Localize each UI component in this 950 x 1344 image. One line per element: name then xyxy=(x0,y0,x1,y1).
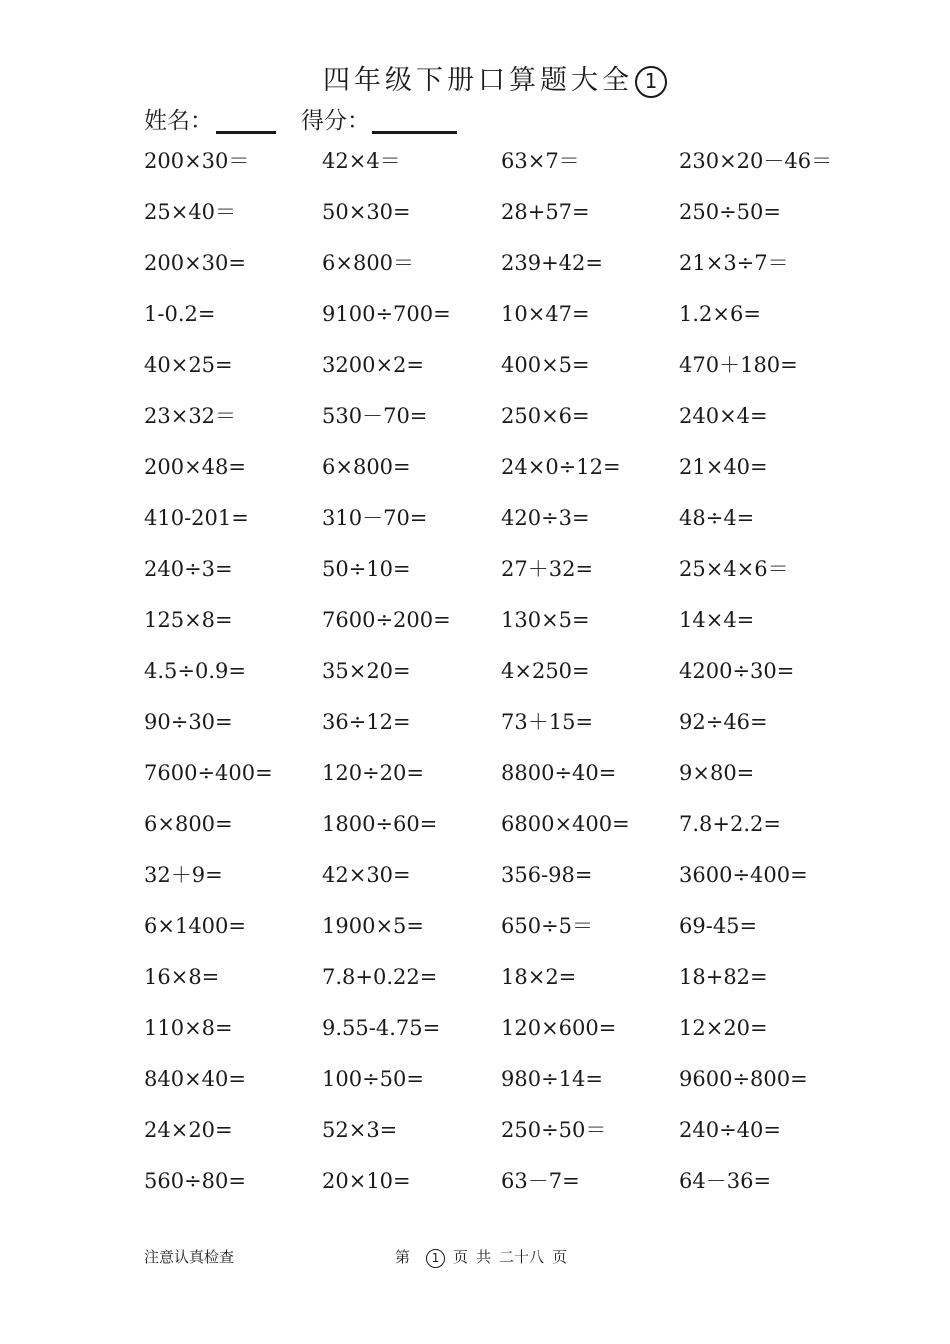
problem-item: 4×250= xyxy=(501,659,590,683)
problem-item: 69-45= xyxy=(679,914,758,938)
problem-item: 25×4×6＝ xyxy=(679,557,789,581)
problem-item: 7600÷200= xyxy=(322,608,451,632)
problem-item: 650÷5＝ xyxy=(501,914,594,938)
problem-row xyxy=(144,350,864,380)
problem-item: 21×40= xyxy=(679,455,768,479)
problem-row xyxy=(144,554,864,584)
problem-row xyxy=(144,758,864,788)
score-label: 得分： xyxy=(301,108,370,134)
problem-row xyxy=(144,860,864,890)
problem-item: 63×7＝ xyxy=(501,149,580,173)
problem-item: 3200×2= xyxy=(322,353,424,377)
problem-item: 1-0.2= xyxy=(144,302,216,326)
problem-row xyxy=(144,146,864,176)
score-blank[interactable] xyxy=(372,131,457,134)
problem-row xyxy=(144,197,864,227)
problem-item: 980÷14= xyxy=(501,1067,603,1091)
problem-item: 7600÷400= xyxy=(144,761,273,785)
problem-item: 10×47= xyxy=(501,302,590,326)
problem-item: 356-98= xyxy=(501,863,593,887)
page-prefix: 第 xyxy=(395,1248,411,1266)
problem-item: 470＋180= xyxy=(679,353,798,377)
problem-row xyxy=(144,707,864,737)
problem-item: 530－70= xyxy=(322,404,428,428)
problem-row xyxy=(144,962,864,992)
problem-item: 6×1400= xyxy=(144,914,246,938)
problem-item: 36÷12= xyxy=(322,710,411,734)
problem-item: 21×3÷7＝ xyxy=(679,251,789,275)
problem-item: 16×8= xyxy=(144,965,220,989)
problem-item: 6×800= xyxy=(144,812,233,836)
problem-item: 4200÷30= xyxy=(679,659,795,683)
problem-item: 560÷80= xyxy=(144,1169,246,1193)
problem-item: 240÷3= xyxy=(144,557,233,581)
problem-item: 840×40= xyxy=(144,1067,246,1091)
problem-item: 42×4＝ xyxy=(322,149,401,173)
problem-item: 27＋32= xyxy=(501,557,594,581)
name-blank[interactable] xyxy=(216,131,276,134)
problem-row xyxy=(144,1013,864,1043)
problem-item: 1900×5= xyxy=(322,914,424,938)
problem-item: 250×6= xyxy=(501,404,590,428)
problem-row xyxy=(144,656,864,686)
problem-item: 6800×400= xyxy=(501,812,630,836)
problem-item: 9100÷700= xyxy=(322,302,451,326)
problem-row xyxy=(144,248,864,278)
problem-item: 200×30= xyxy=(144,251,246,275)
problem-item: 3600÷400= xyxy=(679,863,808,887)
problem-item: 250÷50= xyxy=(679,200,781,224)
problem-item: 240÷40= xyxy=(679,1118,781,1142)
problem-item: 23×32＝ xyxy=(144,404,237,428)
problem-item: 63－7= xyxy=(501,1169,580,1193)
problem-item: 125×8= xyxy=(144,608,233,632)
problem-item: 250÷50＝ xyxy=(501,1118,607,1142)
problem-item: 8800÷40= xyxy=(501,761,617,785)
problem-item: 120÷20= xyxy=(322,761,424,785)
problem-item: 110×8= xyxy=(144,1016,233,1040)
page-suffix: 页 xyxy=(552,1248,568,1266)
problem-item: 24×20= xyxy=(144,1118,233,1142)
problem-item: 120×600= xyxy=(501,1016,617,1040)
problem-item: 18×2= xyxy=(501,965,577,989)
problem-item: 12×20= xyxy=(679,1016,768,1040)
problem-item: 50×30= xyxy=(322,200,411,224)
problem-row xyxy=(144,401,864,431)
problem-row xyxy=(144,911,864,941)
page-indicator xyxy=(395,1246,567,1268)
problem-item: 420÷3= xyxy=(501,506,590,530)
problem-item: 6×800= xyxy=(322,455,411,479)
problem-item: 6×800＝ xyxy=(322,251,415,275)
problem-item: 35×20= xyxy=(322,659,411,683)
problem-item: 7.8+2.2= xyxy=(679,812,781,836)
problem-item: 52×3= xyxy=(322,1118,398,1142)
total-label: 共 xyxy=(476,1248,492,1266)
problem-item: 9×80= xyxy=(679,761,755,785)
problem-item: 20×10= xyxy=(322,1169,411,1193)
problem-row xyxy=(144,299,864,329)
sheet-number-badge: 1 xyxy=(635,66,667,98)
problem-item: 310－70= xyxy=(322,506,428,530)
problem-row xyxy=(144,605,864,635)
total-pages: 二十八 xyxy=(499,1248,545,1266)
problem-row xyxy=(144,809,864,839)
problem-item: 240×4= xyxy=(679,404,768,428)
problem-item: 48÷4= xyxy=(679,506,755,530)
name-label: 姓名： xyxy=(144,108,213,134)
page-mid: 页 xyxy=(453,1248,469,1266)
problem-item: 200×30＝ xyxy=(144,149,250,173)
problem-item: 1.2×6= xyxy=(679,302,761,326)
problem-item: 92÷46= xyxy=(679,710,768,734)
problem-item: 4.5÷0.9= xyxy=(144,659,246,683)
problem-item: 28+57= xyxy=(501,200,590,224)
problem-item: 239+42= xyxy=(501,251,603,275)
problem-item: 90÷30= xyxy=(144,710,233,734)
problem-item: 410-201= xyxy=(144,506,249,530)
problem-item: 200×48= xyxy=(144,455,246,479)
problem-item: 40×25= xyxy=(144,353,233,377)
page-number: 1 xyxy=(426,1249,445,1268)
problem-item: 32＋9= xyxy=(144,863,223,887)
problem-item: 7.8+0.22= xyxy=(322,965,438,989)
title-text: 四年级下册口算题大全 xyxy=(323,65,633,96)
problem-item: 9.55-4.75= xyxy=(322,1016,441,1040)
problem-item: 400×5= xyxy=(501,353,590,377)
problem-row xyxy=(144,1064,864,1094)
problem-item: 230×20－46＝ xyxy=(679,149,833,173)
page-title xyxy=(0,58,950,98)
problem-item: 24×0÷12= xyxy=(501,455,621,479)
problem-item: 100÷50= xyxy=(322,1067,424,1091)
problem-row xyxy=(144,1166,864,1196)
problem-row xyxy=(144,452,864,482)
problem-item: 25×40＝ xyxy=(144,200,237,224)
problem-row xyxy=(144,503,864,533)
problem-item: 9600÷800= xyxy=(679,1067,808,1091)
problem-item: 18+82= xyxy=(679,965,768,989)
problem-item: 42×30= xyxy=(322,863,411,887)
problem-item: 1800÷60= xyxy=(322,812,438,836)
footer-note: 注意认真检查 xyxy=(144,1248,235,1266)
problem-item: 14×4= xyxy=(679,608,755,632)
problem-row xyxy=(144,1115,864,1145)
problem-item: 64－36= xyxy=(679,1169,772,1193)
problem-item: 73＋15= xyxy=(501,710,594,734)
problem-item: 50÷10= xyxy=(322,557,411,581)
problem-item: 130×5= xyxy=(501,608,590,632)
